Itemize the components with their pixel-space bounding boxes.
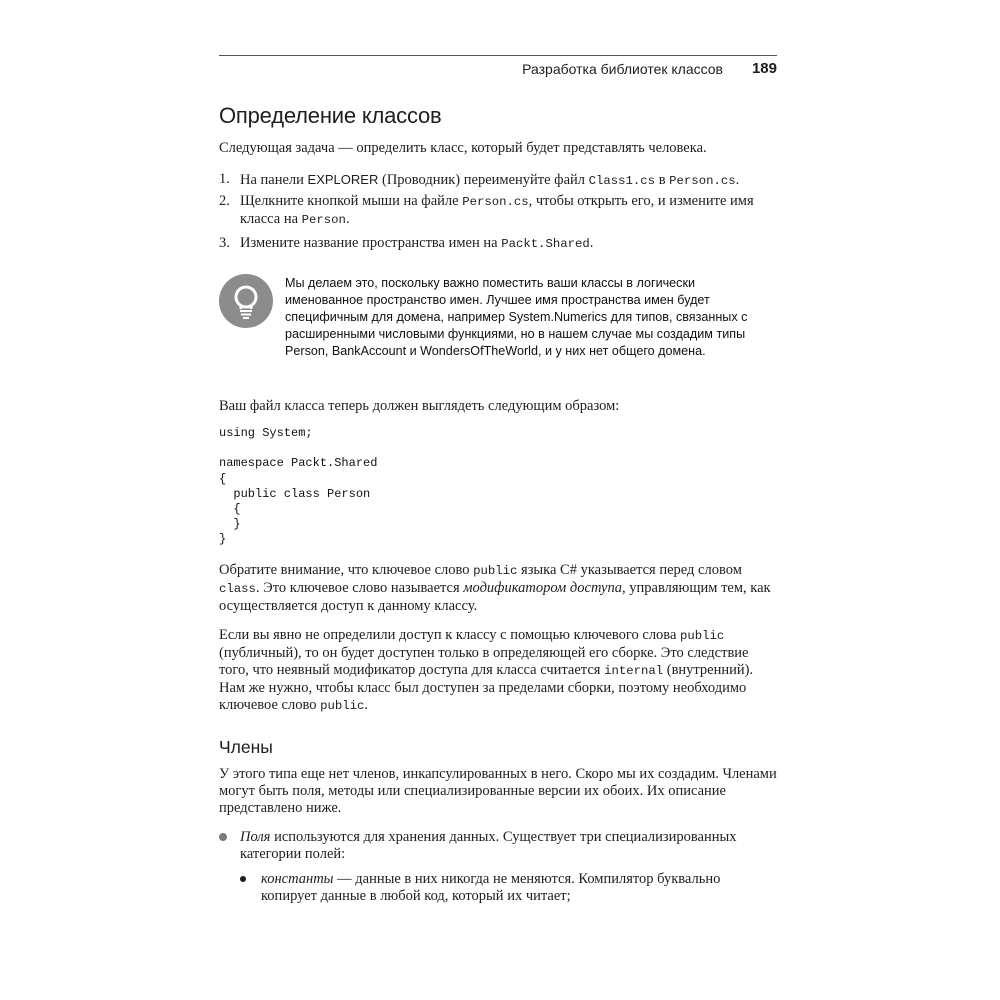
running-header <box>219 55 777 77</box>
step-text: На панели EXPLORER (Проводник) переименуйте файл Class1.cs в Person.cs. <box>240 172 740 188</box>
step-number: 2. <box>219 193 230 209</box>
list-item-constants: константы — данные в них никогда не меняются. Компилятор буквально копирует данные в любой код, который их читает; <box>261 871 721 904</box>
step-number: 1. <box>219 171 230 187</box>
bullet-marker <box>219 829 229 839</box>
subsection-intro: У этого типа еще нет членов, инкапсулированных в него. Скоро мы их создадим. Членами могут быть поля, методы или специализированные версии их обоих. Их описание представлено ниже. <box>219 766 777 816</box>
lightbulb-icon <box>219 274 273 328</box>
step-text: Щелкните кнопкой мыши на файле Person.cs, чтобы открыть его, и измените имя класса на Person. <box>240 193 754 227</box>
list-item-fields: Поля используются для хранения данных. Существует три специализированных категории полей: <box>240 829 737 862</box>
paragraph-public-keyword: Если вы явно не определили доступ к классу с помощью ключевого слова public (публичный), то он будет доступен только в определяющей его сборке. Это следствие того, что неявный модификатор доступа для класса считается internal (внутренний). Нам же нужно, чтобы класс был доступен за пределами сборки, поэтому необходимо ключевое слово public. <box>219 627 754 713</box>
subsection-heading: Члены <box>219 737 273 757</box>
running-section-title: Разработка библиотек классов <box>522 61 723 77</box>
sub-bullet-marker <box>240 871 250 881</box>
paragraph-access-modifier: Обратите внимание, что ключевое слово public языка C# указывается перед словом class. Это ключевое слово называется модификатором доступа, управляющим тем, как осуществляется доступ к данному классу. <box>219 562 771 614</box>
code-intro: Ваш файл класса теперь должен выглядеть следующим образом: <box>219 398 620 414</box>
section-intro: Следующая задача — определить класс, который будет представлять человека. <box>219 140 707 156</box>
section-heading: Определение классов <box>219 103 442 128</box>
step-text: Измените название пространства имен на Packt.Shared. <box>240 235 594 251</box>
page-number: 189 <box>751 60 777 77</box>
step-number: 3. <box>219 235 230 251</box>
code-listing: using System; namespace Packt.Shared { public class Person { } } <box>219 426 378 547</box>
tip-text: Мы делаем это, поскольку важно поместить ваши классы в логически именованное пространство имен. Лучшее имя пространства имен будет специфичным для домена, например System.Numerics для типов, связанных с расширенными числовыми функциями, но в нашем случае мы создадим типы Person, BankAccount и WondersOfTheWorld, и у них нет общего домена. <box>285 276 748 358</box>
